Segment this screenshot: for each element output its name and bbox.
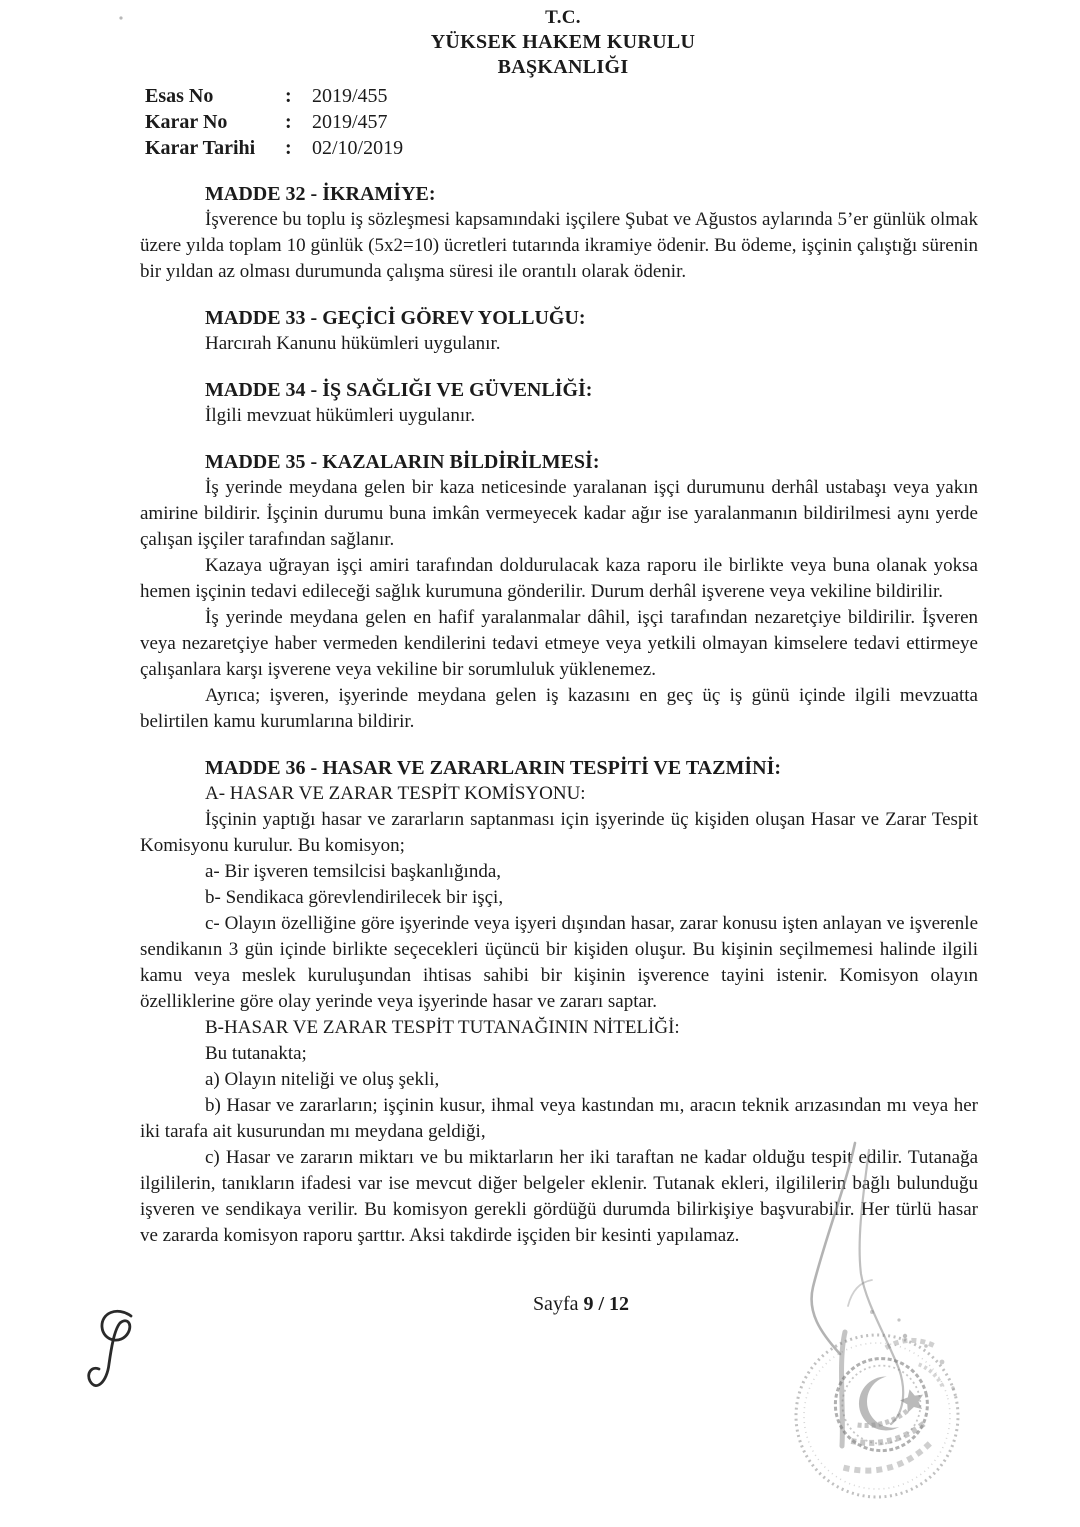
article-heading: MADDE 33 - GEÇİCİ GÖREV YOLLUĞU: [205,307,586,329]
meta-colon: : [285,137,292,159]
article-text: a- Bir işveren temsilcisi başkanlığında, [205,861,502,882]
article-text: İş yerinde meydana gelen bir kaza neticesinde yaralanan işçi durumunu derhâl ustabaşı veya yakın amirine bildirir. İşçinin durumu buna imkân vermeyecek kadar ağır ise yaralanmanın bildirilmesi aynı yerde çalışan işçiler tarafından sağlanır. [140,477,978,550]
article-text: İşçinin yaptığı hasar ve zararların saptanması için işyerinde üç kişiden oluşan Hasar ve Zarar Tespit Komisyonu kurulur. Bu komisyon; [140,809,978,856]
article-text: Kazaya uğrayan işçi amiri tarafından doldurulacak kaza raporu ile birlikte veya buna olanak yoksa hemen işçinin tedavi edileceği sağlık kurumuna gönderilir. Durum derhâl işverene veya vekiline bildirilir. [140,555,978,602]
crescent-icon [853,1376,899,1437]
article-text: a) Olayın niteliği ve oluş şekli, [205,1069,440,1090]
official-stamp-icon [779,1318,975,1514]
meta-colon: : [285,111,292,133]
meta-label: Karar No [145,111,228,133]
meta-label: Karar Tarihi [145,137,256,159]
star-icon [898,1386,926,1413]
meta-row [145,109,1080,135]
article-text: b- Sendikaca görevlendirilecek bir işçi, [205,887,504,908]
case-meta-block [145,83,1080,161]
letterhead-organization: YÜKSEK HAKEM KURULU [430,31,696,53]
article-text: c) Hasar ve zararın miktarı ve bu miktarların her iki taraftan ne kadar olduğu tespit edilir. Tutanağa ilgililerin, tanıkların ifadesi var ise mevcut diğer belgeler eklenir. Tutanak ekleri, ilgililerin bağlı bulunduğu işveren ve sendikaya verilir. Bu komisyon gerekli gördüğü durumda bilirkişiye başvurabilir. Her türlü hasar ve zararda komisyon raporu şarttır. Aksi takdirde işçiden bir kesinti yapılamaz. [140,1147,978,1246]
article-text: İşverence bu toplu iş sözleşmesi kapsamındaki işçilere Şubat ve Ağustos aylarında 5’er günlük olmak üzere yılda toplam 10 günlük (5x2=10) ücretleri tutarında ikramiye ödenir. Bu ödeme, işçinin çalıştığı sürenin bir yıldan az olması durumunda çalışma süresi ile orantılı olarak ödenir. [140,209,978,282]
article-heading: MADDE 32 - İKRAMİYE: [205,183,436,205]
meta-row [145,135,1080,161]
article-text: Bu tutanakta; [205,1043,307,1064]
meta-value: 2019/457 [312,111,388,133]
meta-colon: : [285,85,292,107]
stamp-smudge [870,1310,955,1390]
meta-value: 02/10/2019 [312,137,404,159]
article-text: İş yerinde meydana gelen en hafif yaralanmalar dâhil, işçi tarafından nezaretçiye bildirilir. İşveren veya nezaretçiye haber vermeden kendilerini tedavi etmeye veya yetkili olmayan kimselere tedavi ettirmeye çalışanlara karşı işverene veya vekiline bir sorumluluk yüklenemez. [140,607,978,680]
meta-label: Esas No [145,85,214,107]
article-heading: MADDE 34 - İŞ SAĞLIĞI VE GÜVENLİĞİ: [205,379,593,401]
article-heading: MADDE 35 - KAZALARIN BİLDİRİLMESİ: [205,451,600,473]
letterhead-country: T.C. [545,7,581,28]
footer-label: Sayfa [532,1293,579,1315]
paraph-mark-icon [89,1311,131,1385]
article-text: c- Olayın özelliğine göre işyerinde veya işyeri dışından hasar, zarar konusu işten anlayan ve işverenle sendikanın 3 gün içinde birlikte seçecekleri üçüncü bir kişiden oluşur. Bu kişinin seçilmemesi halinde ilgili kamu veya meslek kuruluşundan ihtisas sahibi bir kişinin işverence tayini istenir. Komisyon olayın özelliklerine göre olay yerinde veya işyerinde hasar ve zararı saptar. [140,913,978,1012]
article-body [140,181,978,1249]
article-text: b) Hasar ve zararların; işçinin kusur, ihmal veya kastından mı, aracın teknik arızasından mı veya her iki tarafa ait kusurundan mı meydana geldiği, [140,1095,978,1142]
article-heading: MADDE 36 - HASAR VE ZARARLARIN TESPİTİ VE TAZMİNİ: [205,757,782,779]
page-footer [0,1293,1080,1316]
page-number: 9 / 12 [583,1293,630,1315]
letterhead-department: BAŞKANLIĞI [497,56,629,78]
meta-value: 2019/455 [312,85,388,107]
meta-row [145,83,1080,109]
article-text: Harcırah Kanunu hükümleri uygulanır. [205,333,501,354]
article-text: Ayrıca; işveren, işyerinde meydana gelen iş kazasını en geç üç iş günü içinde ilgili mevzuatta belirtilen kamu kurumlarına bildirir. [140,685,978,732]
letterhead [0,0,1080,80]
article-text: A- HASAR VE ZARAR TESPİT KOMİSYONU: [205,783,586,804]
article-text: B-HASAR VE ZARAR TESPİT TUTANAĞININ NİTELİĞİ: [205,1017,680,1038]
article-text: İlgili mevzuat hükümleri uygulanır. [205,405,476,426]
